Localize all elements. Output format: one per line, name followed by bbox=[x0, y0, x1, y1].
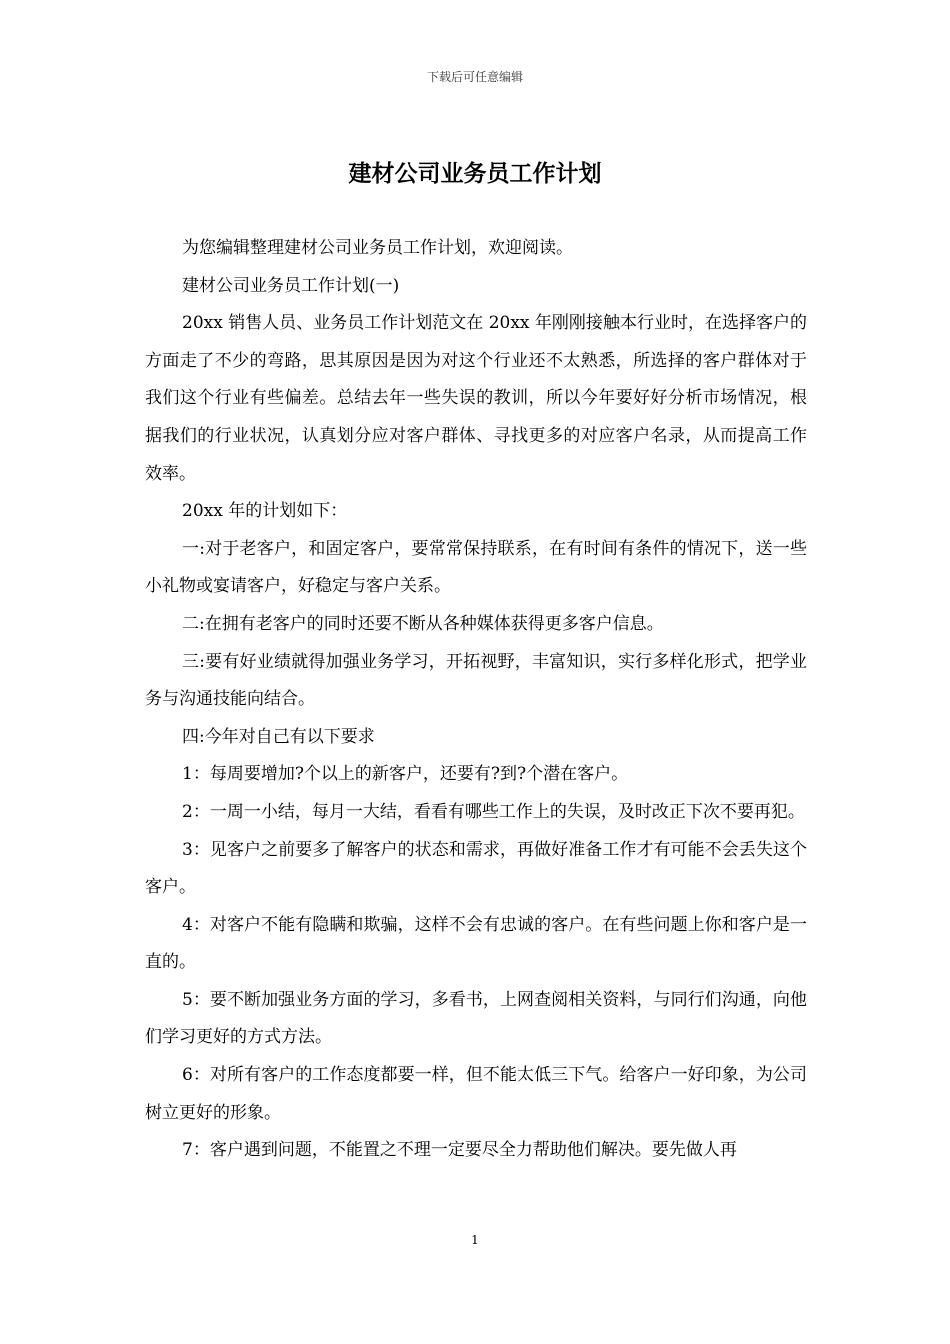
paragraph-item-2: 二:在拥有老客户的同时还要不断从各种媒体获得更多客户信息。 bbox=[182, 613, 664, 634]
header-note: 下载后可任意编辑 bbox=[426, 70, 523, 84]
paragraph-item-1: 一:对于老客户，和固定客户，要常常保持联系，在有时间有条件的情况下，送一些小礼物或宴请客户，好稳定与客户关系。 bbox=[145, 538, 807, 597]
paragraph-item-4: 四:今年对自己有以下要求 bbox=[182, 726, 375, 747]
paragraph-background: 20xx 销售人员、业务员工作计划范文在 20xx 年刚刚接触本行业时，在选择客户的方面走了不少的弯路，思其原因是因为对这个行业还不太熟悉，所选择的客户群体对于我们这个行业有些偏差。总结去年一些失误的教训，所以今年要好好分析市场情况，根据我们的行业状况，认真划分应对客户群体、寻找更多的对应客户名录，从而提高工作效率。 bbox=[145, 313, 807, 484]
paragraph-requirement-1: 1：每周要增加?个以上的新客户，还要有?到?个潜在客户。 bbox=[182, 764, 629, 785]
paragraph-requirement-4: 4：对客户不能有隐瞒和欺骗，这样不会有忠诚的客户。在有些问题上你和客户是一直的。 bbox=[145, 914, 807, 973]
paragraph-intro: 为您编辑整理建材公司业务员工作计划，欢迎阅读。 bbox=[182, 238, 573, 258]
paragraph-requirement-3: 3：见客户之前要多了解客户的状态和需求，再做好准备工作才有可能不会丢失这个客户。 bbox=[145, 839, 807, 898]
paragraph-item-3: 三:要有好业绩就得加强业务学习，开拓视野，丰富知识，实行多样化形式，把学业务与沟通技能向结合。 bbox=[145, 651, 807, 710]
paragraph-plan-intro: 20xx 年的计划如下： bbox=[182, 501, 348, 522]
document-body bbox=[145, 230, 807, 1170]
paragraph-requirement-5: 5：要不断加强业务方面的学习，多看书，上网查阅相关资料，与同行们沟通，向他们学习更好的方式方法。 bbox=[145, 989, 807, 1048]
page-number: 1 bbox=[471, 1233, 479, 1247]
document-title: 建材公司业务员工作计划 bbox=[348, 160, 602, 187]
paragraph-requirement-2: 2：一周一小结，每月一大结，看看有哪些工作上的失误，及时改正下次不要再犯。 bbox=[182, 801, 805, 822]
paragraph-requirement-6: 6：对所有客户的工作态度都要一样，但不能太低三下气。给客户一好印象，为公司树立更好的形象。 bbox=[145, 1065, 807, 1123]
paragraph-requirement-7: 7：客户遇到问题，不能置之不理一定要尽全力帮助他们解决。要先做人再 bbox=[182, 1140, 737, 1161]
paragraph-section-heading: 建材公司业务员工作计划(一) bbox=[182, 275, 400, 296]
